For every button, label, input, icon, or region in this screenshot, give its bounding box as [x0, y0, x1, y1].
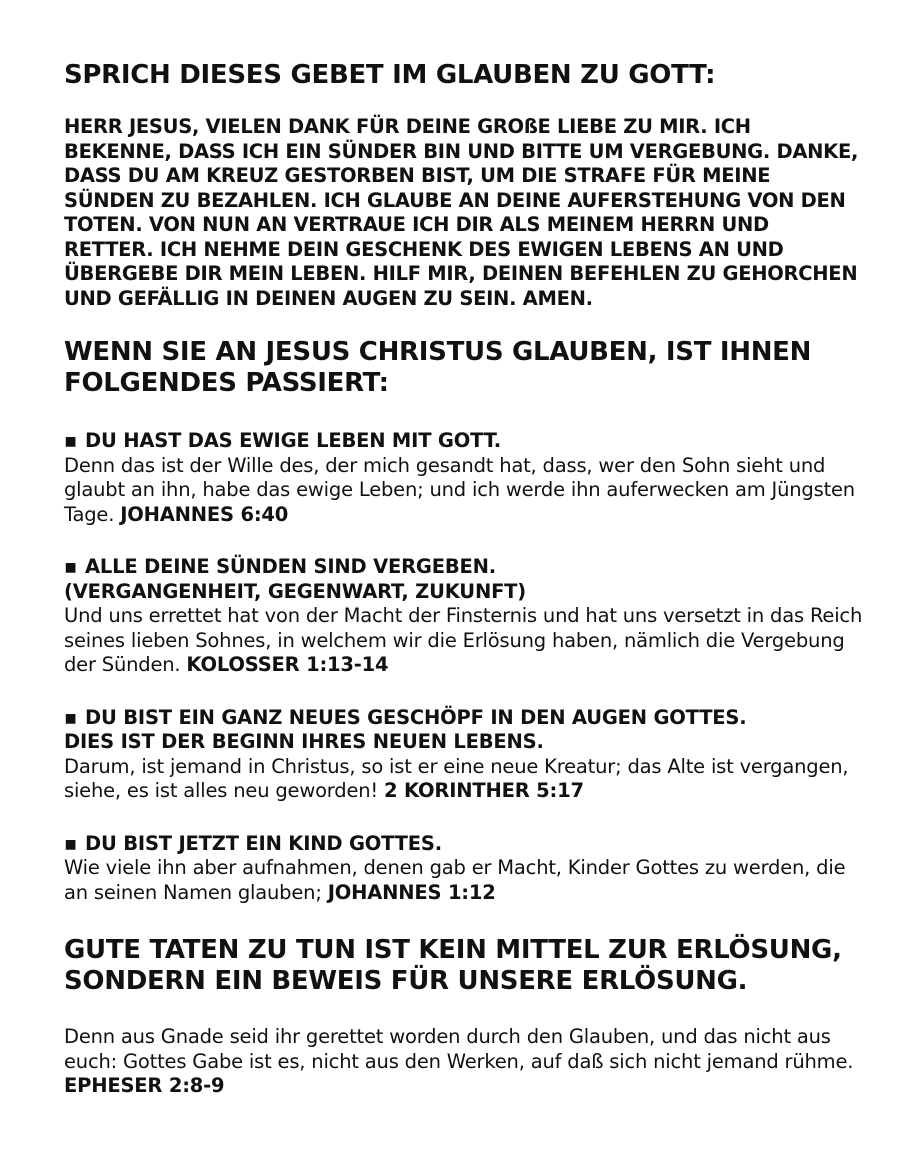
point-verse: Darum, ist jemand in Christus, so ist er eine neue Kreatur; das Alte ist vergangen, siehe, es ist alles neu geworden! 2 KORINTHER 5:17: [64, 754, 849, 802]
point-title: ▪ DU HAST DAS EWIGE LEBEN MIT GOTT.: [64, 429, 501, 452]
point-subtitle: DIES IST DER BEGINN IHRES NEUEN LEBENS.: [64, 730, 544, 753]
verse-reference: 2 KORINTHER 5:17: [384, 779, 584, 802]
point-subtitle: (VERGANGENHEIT, GEGENWART, ZUKUNFT): [64, 579, 526, 603]
prayer-text: HERR JESUS, VIELEN DANK FÜR DEINE GROßE LIEBE ZU MIR. ICH BEKENNE, DASS ICH EIN SÜNDER BIN UND BITTE UM VERGEBUNG. DANKE, DASS DU AM KREUZ GESTORBEN BIST, UM DIE STRAFE FÜR MEINE SÜNDEN ZU BEZAHLEN. ICH GLAUBE AN DEINE AUFERSTEHUNG VON DEN TOTEN. VON NUN AN VERTRAUE ICH DIR ALS MEINEM HERRN UND RETTER. ICH NEHME DEIN GESCHENK DES EWIGEN LEBENS AN UND ÜBERGEBE DIR MEIN LEBEN. HILF MIR, DEINEN BEFEHLEN ZU GEHORCHEN UND GEFÄLLIG IN DEINEN AUGEN ZU SEIN. AMEN.: [64, 115, 859, 310]
bullet-icon: ▪: [64, 555, 78, 578]
bullet-icon: ▪: [64, 429, 78, 452]
point-verse: Wie viele ihn aber aufnahmen, denen gab er Macht, Kinder Gottes zu werden, die an seinen Namen glauben; JOHANNES 1:12: [64, 856, 846, 904]
point-new-creation: [64, 706, 864, 804]
point-title: ▪ DU BIST EIN GANZ NEUES GESCHÖPF IN DEN AUGEN GOTTES.: [64, 705, 747, 729]
bullet-icon: ▪: [64, 831, 78, 855]
verse-reference: EPHESER 2:8-9: [64, 1074, 225, 1097]
verse-reference: JOHANNES 1:12: [327, 880, 496, 904]
point-title: ▪ ALLE DEINE SÜNDEN SIND VERGEBEN.: [64, 555, 496, 578]
bullet-icon: ▪: [64, 705, 78, 729]
deeds-heading: GUTE TATEN ZU TUN IST KEIN MITTEL ZUR ERLÖSUNG, SONDERN EIN BEWEIS FÜR UNSERE ERLÖSUNG.: [64, 935, 842, 996]
verse-reference: KOLOSSER 1:13-14: [186, 653, 389, 676]
point-verse: Denn das ist der Wille des, der mich gesandt hat, dass, wer den Sohn sieht und glaubt an ihn, habe das ewige Leben; und ich werde ihn auferwecken am Jüngsten Tage. JOHANNES 6:40: [64, 453, 855, 526]
point-verse: Und uns errettet hat von der Macht der Finsternis und hat uns versetzt in das Reich seines lieben Sohnes, in welchem wir die Erlösung haben, nämlich die Vergebung der Sünden. KOLOSSER 1:13-14: [64, 604, 863, 676]
document-page: [64, 60, 864, 1118]
point-sins-forgiven: [64, 555, 864, 678]
final-verse: Denn aus Gnade seid ihr gerettet worden durch den Glauben, und das nicht aus euch: Gottes Gabe ist es, nicht aus den Werken, auf daß sich nicht jemand rühme. EPHESER 2:8-9: [64, 1025, 854, 1097]
point-eternal-life: [64, 429, 864, 527]
point-title: ▪ DU BIST JETZT EIN KIND GOTTES.: [64, 831, 442, 855]
verse-reference: JOHANNES 6:40: [120, 502, 289, 526]
point-child-of-god: [64, 832, 864, 906]
result-heading: WENN SIE AN JESUS CHRISTUS GLAUBEN, IST IHNEN FOLGENDES PASSIERT:: [64, 337, 812, 398]
prayer-heading: SPRICH DIESES GEBET IM GLAUBEN ZU GOTT:: [64, 60, 716, 90]
